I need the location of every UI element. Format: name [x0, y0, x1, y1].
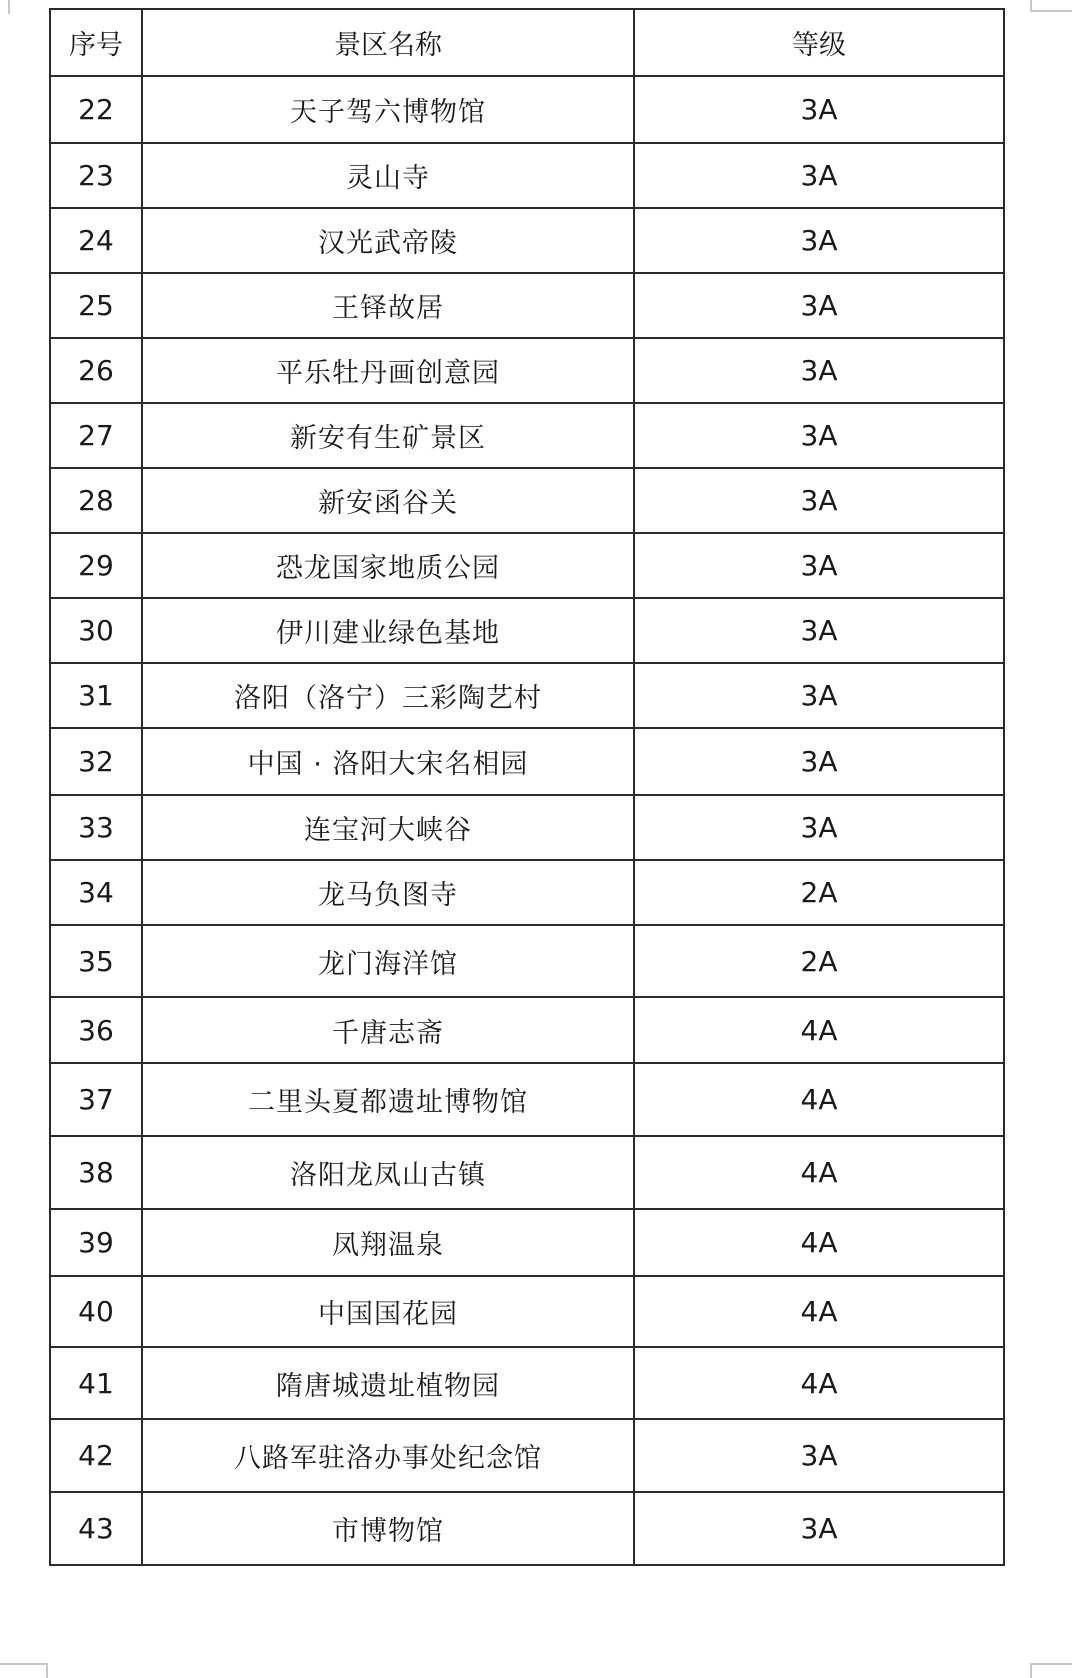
- grade-cell: 3A: [634, 728, 1004, 795]
- grade-cell: 4A: [634, 997, 1004, 1063]
- table-row: [50, 598, 1004, 663]
- index-cell: 32: [50, 728, 142, 795]
- name-cell: 龙马负图寺: [142, 860, 634, 925]
- name-cell: 凤翔温泉: [142, 1209, 634, 1276]
- header-grade: 等级: [634, 9, 1004, 76]
- table-row: [50, 997, 1004, 1063]
- grade-cell: 3A: [634, 76, 1004, 143]
- index-cell: 35: [50, 925, 142, 997]
- index-cell: 31: [50, 663, 142, 728]
- table-row: [50, 143, 1004, 208]
- grade-cell: 3A: [634, 468, 1004, 533]
- grade-cell: 3A: [634, 795, 1004, 860]
- index-cell: 23: [50, 143, 142, 208]
- index-cell: 33: [50, 795, 142, 860]
- index-cell: 29: [50, 533, 142, 598]
- name-cell: 新安函谷关: [142, 468, 634, 533]
- index-cell: 41: [50, 1347, 142, 1419]
- index-cell: 42: [50, 1419, 142, 1492]
- table-row: [50, 1063, 1004, 1136]
- name-cell: 灵山寺: [142, 143, 634, 208]
- table-row: [50, 533, 1004, 598]
- crop-mark-top-left: [8, 0, 46, 14]
- grade-cell: 3A: [634, 338, 1004, 403]
- grade-cell: 4A: [634, 1276, 1004, 1347]
- grade-cell: 4A: [634, 1063, 1004, 1136]
- name-cell: 二里头夏都遗址博物馆: [142, 1063, 634, 1136]
- index-cell: 40: [50, 1276, 142, 1347]
- grade-cell: 2A: [634, 860, 1004, 925]
- table-row: [50, 338, 1004, 403]
- grade-cell: 3A: [634, 1492, 1004, 1565]
- name-cell: 汉光武帝陵: [142, 208, 634, 273]
- index-cell: 30: [50, 598, 142, 663]
- name-cell: 中国 · 洛阳大宋名相园: [142, 728, 634, 795]
- table-row: [50, 663, 1004, 728]
- table-row: [50, 795, 1004, 860]
- table-row: [50, 403, 1004, 468]
- table-row: [50, 728, 1004, 795]
- name-cell: 洛阳（洛宁）三彩陶艺村: [142, 663, 634, 728]
- header-index: 序号: [50, 9, 142, 76]
- name-cell: 洛阳龙凤山古镇: [142, 1136, 634, 1209]
- index-cell: 34: [50, 860, 142, 925]
- index-cell: 36: [50, 997, 142, 1063]
- name-cell: 王铎故居: [142, 273, 634, 338]
- table-row: [50, 76, 1004, 143]
- index-cell: 38: [50, 1136, 142, 1209]
- index-cell: 25: [50, 273, 142, 338]
- grade-cell: 3A: [634, 273, 1004, 338]
- name-cell: 连宝河大峡谷: [142, 795, 634, 860]
- index-cell: 26: [50, 338, 142, 403]
- table-row: [50, 925, 1004, 997]
- name-cell: 伊川建业绿色基地: [142, 598, 634, 663]
- table-row: [50, 208, 1004, 273]
- grade-cell: 3A: [634, 1419, 1004, 1492]
- index-cell: 39: [50, 1209, 142, 1276]
- index-cell: 22: [50, 76, 142, 143]
- grade-cell: 4A: [634, 1136, 1004, 1209]
- table-row: [50, 1276, 1004, 1347]
- header-name: 景区名称: [142, 9, 634, 76]
- grade-cell: 4A: [634, 1209, 1004, 1276]
- name-cell: 隋唐城遗址植物园: [142, 1347, 634, 1419]
- grade-cell: 3A: [634, 598, 1004, 663]
- table-row: [50, 1209, 1004, 1276]
- table-body: [50, 76, 1004, 1565]
- index-cell: 24: [50, 208, 142, 273]
- crop-mark-top-right: [1030, 0, 1072, 12]
- name-cell: 千唐志斋: [142, 997, 634, 1063]
- name-cell: 中国国花园: [142, 1276, 634, 1347]
- grade-cell: 3A: [634, 663, 1004, 728]
- header-row: [50, 9, 1004, 76]
- grade-cell: 3A: [634, 208, 1004, 273]
- table-row: [50, 1419, 1004, 1492]
- table-row: [50, 860, 1004, 925]
- name-cell: 恐龙国家地质公园: [142, 533, 634, 598]
- scenic-spot-table: [49, 8, 1005, 1566]
- table-row: [50, 1136, 1004, 1209]
- name-cell: 市博物馆: [142, 1492, 634, 1565]
- table-row: [50, 1347, 1004, 1419]
- name-cell: 八路军驻洛办事处纪念馆: [142, 1419, 634, 1492]
- name-cell: 平乐牡丹画创意园: [142, 338, 634, 403]
- index-cell: 28: [50, 468, 142, 533]
- table-header: [50, 9, 1004, 76]
- table-row: [50, 273, 1004, 338]
- table-row: [50, 468, 1004, 533]
- name-cell: 龙门海洋馆: [142, 925, 634, 997]
- index-cell: 43: [50, 1492, 142, 1565]
- grade-cell: 3A: [634, 143, 1004, 208]
- grade-cell: 3A: [634, 533, 1004, 598]
- table-row: [50, 1492, 1004, 1565]
- name-cell: 新安有生矿景区: [142, 403, 634, 468]
- grade-cell: 4A: [634, 1347, 1004, 1419]
- grade-cell: 2A: [634, 925, 1004, 997]
- index-cell: 37: [50, 1063, 142, 1136]
- grade-cell: 3A: [634, 403, 1004, 468]
- index-cell: 27: [50, 403, 142, 468]
- name-cell: 天子驾六博物馆: [142, 76, 634, 143]
